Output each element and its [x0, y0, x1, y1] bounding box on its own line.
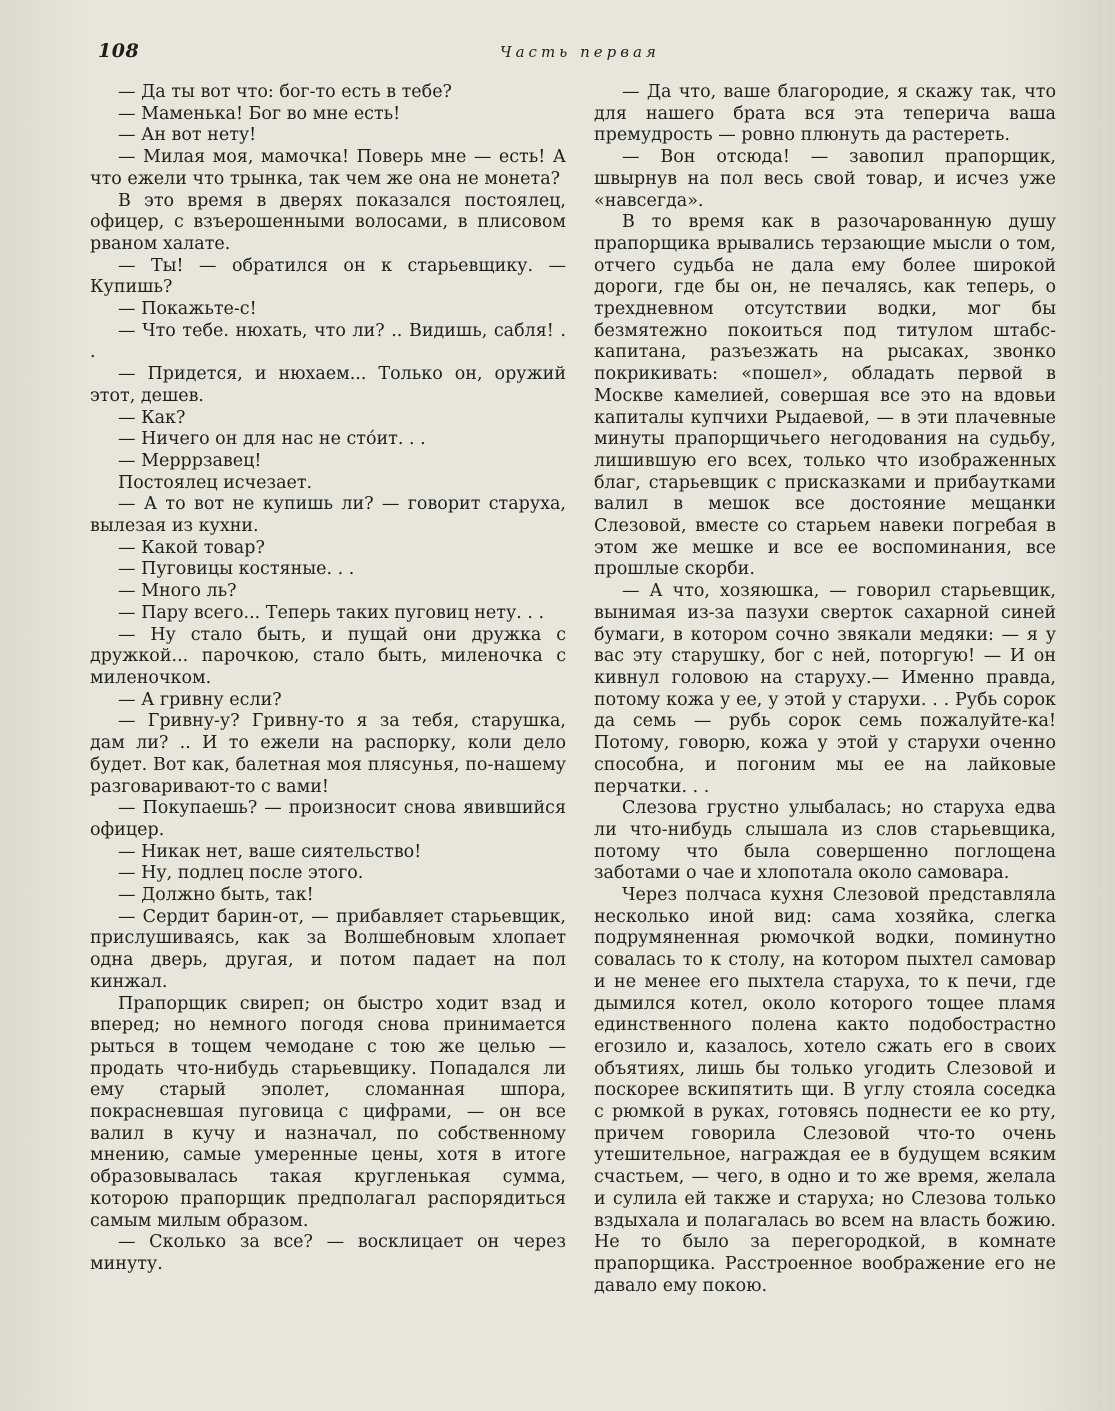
paragraph: — Вон отсюда! — завопил прапорщик, швырнув на пол весь свой товар, и исчез уже «навсегда». — [594, 147, 1056, 211]
paragraph: — Никак нет, ваше сиятельство! — [118, 841, 422, 862]
paragraph: — Да что, ваше благородие, я скажу так, что для нашего брата вся эта теперича ваша премудрость — ровно плюнуть да растереть. — [594, 82, 1056, 146]
paragraph: — Ну стало быть, и пущай они дружка с дружкой... парочкою, стало быть, миленочка с миленочком. — [90, 624, 566, 688]
paragraph: — Ан вот нету! — [118, 125, 257, 146]
paragraph: — Пару всего... Теперь таких пуговиц нету. . . — [118, 602, 545, 623]
paragraph: — Пуговицы костяные. . . — [118, 559, 355, 580]
right-text-column — [594, 82, 1056, 1297]
paragraph: — Покупаешь? — произносит снова явившийся офицер. — [90, 798, 566, 840]
paragraph: Постоялец исчезает. — [118, 472, 313, 493]
paragraph: — А что, хозяюшка, — говорил старьевщик, вынимая из-за пазухи сверток сахарной синей бумаги, в котором сочно звякали медяки: — я у вас эту старушку, бог с ней, поторгую! — И он кивнул головою на старуху.— Именно правда, потому кожа у ее, у этой у старухи. . . Рубь сорок да семь — рубь сорок семь пожалуйте-ка! Потому, говорю, кожа у этой у старухи оченно способна, и погоним мы ее на лайковые перчатки. . . — [594, 581, 1056, 797]
page-number: 108 — [98, 40, 140, 62]
paragraph: — Придется, и нюхаем... Только он, оружий этот, дешев. — [90, 364, 566, 406]
paragraph: — Что тебе. нюхать, что ли? .. Видишь, сабля! . . — [90, 320, 566, 363]
paragraph: — Мерррзавец! — [118, 450, 262, 471]
paragraph: — Сколько за все? — восклицает он через минуту. — [90, 1232, 566, 1274]
running-title: Часть первая — [500, 43, 660, 61]
paragraph: — А то вот не купишь ли? — говорит старуха, вылезая из кухни. — [90, 494, 566, 537]
paragraph: — Маменька! Бог во мне есть! — [118, 103, 401, 124]
paragraph: — Какой товар? — [118, 537, 265, 558]
paragraph: — Сердит барин-от, — прибавляет старьевщик, прислушиваясь, как за Волшебновым хлопает одна дверь, другая, и потом падает на пол кинжал. — [90, 906, 566, 992]
paragraph: Прапорщик свиреп; он быстро ходит взад и вперед; но немного погодя снова принимается рыться в тощем чемодане с тою же целью — продать что-нибудь старьевщику. Попадался ли ему старый эполет, сломанная шпора, покрасневшая пуговица с цифрами, — он все валил в кучу и назначал, по собственному мнению, самые умеренные цены, хотя в итоге образовывалась такая кругленькая сумма, которою прапорщик предполагал распорядиться самым милым образом. — [90, 993, 566, 1231]
paragraph: — Милая моя, мамочка! Поверь мне — есть! А что ежели что трынка, так чем же она не монета? — [90, 147, 566, 189]
paragraph: — Ну, подлец после этого. — [118, 863, 364, 884]
paragraph: Через полчаса кухня Слезовой представляла несколько иной вид: сама хозяйка, слегка подрумяненная рюмочкой водки, поминутно совалась то к столу, на котором пыхтел самовар и не менее его пыхтела старуха, то к печи, где дымился котел, около которого тощее пламя единственного полена както подобострастно егозило и, казалось, хотело сжать его в своих объятиях, лишь бы только угодить Слезовой и поскорее вскипятить щи. В углу стояла соседка с рюмкой в руках, готовясь поднести ее ко рту, причем говорила Слезовой что-то очень утешительное, награждая ее в будущем всяким счастьем, — чего, в одно и то же время, желала и сулила ей также и старуха; но Слезова только вздыхала и полагалась во всем на власть божию. Не то было за перегородкой, в комнате прапорщика. Расстроенное воображение его не давало ему покою. — [594, 885, 1056, 1296]
paragraph: — Гривну-у? Гривну-то я за тебя, старушка, дам ли? .. И то ежели на распорку, коли дело будет. Вот как, балетная моя плясунья, по-нашему разговаривают-то с вами! — [90, 711, 566, 797]
paragraph: — Покажьте-с! — [118, 299, 257, 320]
paragraph: — Много ль? — [118, 581, 237, 602]
paragraph: Слезова грустно улыбалась; но старуха едва ли что-нибудь слышала из слов старьевщика, потому что была совершенно поглощена заботами о чае и хлопотала около самовара. — [594, 798, 1056, 884]
paragraph: — Ничего он для нас не стóит. . . — [118, 429, 426, 450]
paragraph: — Да ты вот что: бог-то есть в тебе? — [118, 82, 452, 102]
paragraph: — Как? — [118, 407, 186, 428]
paragraph: — Ты! — обратился он к старьевщику. — Купишь? — [90, 255, 566, 298]
left-text-column — [90, 82, 566, 1276]
paragraph: В то время как в разочарованную душу прапорщика врывались терзающие мысли о том, отчего судьба не дала ему более широкой дороги, где бы он, не печалясь, как теперь, о трехдневном отсутствии водки, мог бы безмятежно покоиться под титулом штабс-капитана, разъезжать на рысаках, звонко покрикивать: «пошел», обладать первой в Москве камелией, совершая все это на вдовьи капиталы купчихи Рыдаевой, — в эти плачевные минуты прапорщичьего негодования на судьбу, лишившую его всех, только что изображенных благ, старьевщик с присказками и прибаутками валил в мешок все достояние мещанки Слезовой, вместе со старьем навеки погребая в этом же мешке и все ее воспоминания, все прошлые скорби. — [594, 212, 1056, 580]
paragraph: — Должно быть, так! — [118, 885, 314, 906]
paragraph: В это время в дверях показался постоялец, офицер, с взъерошенными волосами, в плисовом рваном халате. — [90, 190, 566, 254]
paragraph: — А гривну если? — [118, 689, 282, 710]
